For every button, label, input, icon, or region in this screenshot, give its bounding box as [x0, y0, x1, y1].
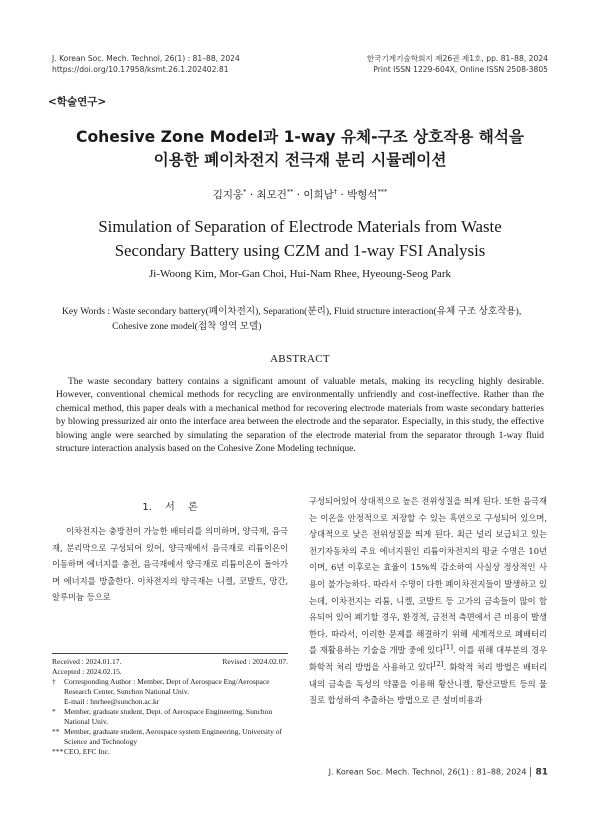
- article-category: <학술연구>: [48, 96, 107, 108]
- right-column: [309, 493, 547, 709]
- citation[interactable]: [1]: [443, 643, 454, 652]
- revised-date: Revised : 2024.02.07.: [222, 657, 288, 666]
- title-korean-line1: Cohesive Zone Model과 1-way 유체-구조 상호작용 해석을: [76, 128, 524, 146]
- footnote-item: [52, 747, 288, 757]
- title-english-line1: Simulation of Separation of Electrode Materials from Waste: [98, 217, 502, 236]
- body-text: 구성되어있어 상대적으로 높은 전위성질을 띄게 된다. 또한 음극재는 이온을 안정적으로 저장할 수 있는 흑연으로 구성되어 있으며, 상대적으로 낮은 전위성질을 띄게 된다. 최근 널리 보급되고 있는 전기자동차의 주요 에너지원인 리튬이차전지의 평균 수명은 10년이며, 6년 이후로는 효율이 15%씩 감소하여 사실상 정상적인 사용이 불가능하다. 따라서 수명이 다한 폐이차전지들이 발생하고 있는데, 이차전지는 리튬, 니켈, 코발트 등 고가의 금속들이 많이 함유되어 있어 폐기할 경우, 환경적, 금전적 측면에서 큰 비용이 발생한다. 따라서, 이러한 문제를 해결하기 위해 세계적으로 폐배터리를 재활용하는 기술을 개발 중에 있다: [309, 496, 547, 656]
- footnote-item: [52, 707, 288, 727]
- footnote-text: Member, graduate student, Aerospace system Engineering, University of Science and Technology: [64, 727, 282, 746]
- body-text: . 이를 위해 대부분의 경우 화학적 처리 방법을 사용하고 있다: [309, 645, 547, 672]
- body-paragraph: [309, 493, 547, 709]
- page-footer: [329, 767, 548, 778]
- running-header-right: [367, 53, 548, 75]
- journal-citation-ko: 한국기계기술학회지 제26권 제1호, pp. 81–88, 2024: [366, 54, 548, 63]
- footnote-item: [52, 697, 288, 707]
- footnote-mark: [52, 697, 64, 707]
- keywords-line2: Cohesive zone model(접착 영역 모델): [112, 321, 262, 332]
- footnote-item: [52, 677, 288, 697]
- footer-divider: [530, 767, 531, 777]
- footnote-mark: **: [52, 727, 60, 736]
- keywords-label: Key Words :: [62, 306, 111, 317]
- footnote-mark: *: [52, 707, 56, 716]
- section-heading: 1. 서 론: [142, 502, 198, 513]
- author-name: 김지웅: [212, 189, 244, 201]
- footer-journal: J. Korean Soc. Mech. Technol, 26(1) : 81–88, 2024: [328, 767, 527, 777]
- accepted-date: Accepted : 2024.02.15.: [52, 667, 122, 676]
- author-mark: †: [333, 187, 338, 196]
- footnotes: [52, 657, 288, 757]
- body-paragraph: 이차전지는 충방전이 가능한 배터리를 의미하며, 양극재, 음극재, 분리막으로 구성되어 있어, 양극재에서 음극재로 리튬이온이 이동하며 에너지를 충전, 음극재에서 양극재로 리튬이온이 돌아가며 에너지를 방출한다. 이차전지의 양극재는 니켈, 코발트, 망간, 알루미늄 등으로: [52, 526, 288, 603]
- footnote-mark: ***: [52, 747, 64, 756]
- keywords-text: [110, 304, 521, 334]
- received-date: Received : 2024.01.17.: [52, 657, 122, 666]
- citation[interactable]: [2]: [433, 660, 444, 669]
- journal-citation: J. Korean Soc. Mech. Technol, 26(1) : 81–88, 2024: [52, 54, 240, 63]
- footnote-text: Corresponding Author : Member, Dept of Aerospace Eng/Aerospace Research Center, Sunchon National Univ.: [64, 677, 270, 696]
- email-link[interactable]: E-mail : hnrhee@sunchon.ac.kr: [64, 697, 160, 706]
- author-name: 이희남: [303, 189, 334, 201]
- received-revised-row: [52, 657, 288, 667]
- left-column: [52, 523, 288, 606]
- abstract-heading: ABSTRACT: [270, 353, 330, 365]
- footnote-mark: †: [52, 677, 56, 686]
- keywords: [62, 304, 562, 334]
- footnote-text: Member, graduate student, Dept. of Aerospace Engineering, Sunchon National Univ.: [64, 707, 273, 726]
- body-text: . 화학적 처리 방법은 배터리 내의 금속을 독성의 약품을 이용해 황산니켈, 황산코발트 등의 물질로 합성하여 추출하는 방법으로 큰 설비비용과: [309, 661, 547, 706]
- author-name: 박형석: [347, 189, 378, 201]
- title-korean-line2: 이용한 폐이차전지 전극재 분리 시뮬레이션: [153, 151, 447, 169]
- abstract-body: The waste secondary battery contains a significant amount of valuable metals, making its recycling highly desirable. However, conventional chemical methods for recycling are environmentally unfriendly and cost-ineffective. Rather than the chemical method, this paper deals with a mechanical method for recovering electrode materials from waste secondary batteries by blowing pressurized air onto the interface area between the electrode and the separator. Especially, in this study, the effective blowing angle were searched by simulating the separation of the electrode material from the separator through 1-way fluid structure interaction analysis based on the Cohesive Zone Modeling technique.: [56, 377, 544, 455]
- issn-info: Print ISSN 1229-604X, Online ISSN 2508-3805: [373, 65, 548, 74]
- keywords-line1: Waste secondary battery(폐이차전지), Separation(분리), Fluid structure interaction(유체 구조 상호작용),: [112, 306, 522, 317]
- authors-korean: 김지웅* · 최모건** · 이희남† · 박형석***: [212, 187, 388, 201]
- authors-english: Ji-Woong Kim, Mor-Gan Choi, Hui-Nam Rhee, Hyeoung-Seog Park: [149, 268, 451, 280]
- footnote-divider: [52, 653, 288, 654]
- title-korean: [40, 126, 560, 172]
- title-english-line2: Secondary Battery using CZM and 1-way FSI Analysis: [114, 241, 486, 260]
- author-mark: **: [286, 187, 294, 196]
- running-header-left: [52, 53, 240, 75]
- title-english: [40, 215, 560, 263]
- author-mark: *: [243, 187, 247, 196]
- doi-link[interactable]: https://doi.org/10.17958/ksmt.26.1.202402.81: [52, 65, 229, 74]
- author-name: 최모건: [256, 189, 287, 201]
- footnote-item: [52, 727, 288, 747]
- footnote-text: CEO, EFC Inc.: [64, 747, 110, 756]
- page-number: 81: [535, 767, 548, 778]
- author-mark: ***: [377, 187, 388, 196]
